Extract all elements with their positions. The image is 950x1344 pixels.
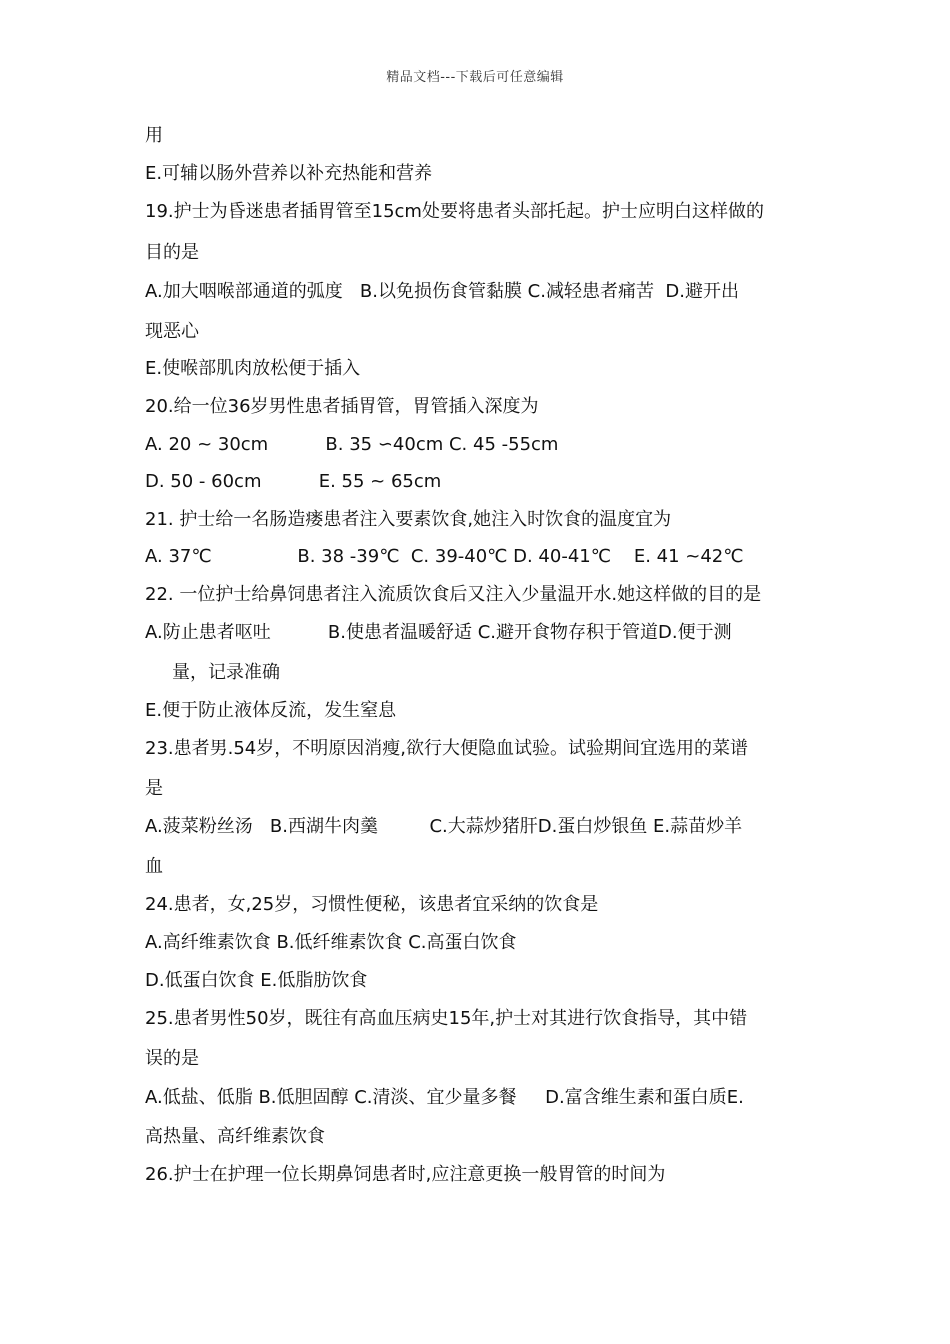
options-line: A.菠菜粉丝汤 B.西湖牛肉羹 C.大蒜炒猪肝D.蛋白炒银鱼 E.蒜苗炒羊 [145, 816, 743, 837]
options-line: D.低蛋白饮食 E.低脂肪饮食 [145, 970, 368, 991]
page-header: 精品文档---下载后可任意编辑 [386, 70, 564, 85]
text-line: 高热量、高纤维素饮食 [145, 1126, 325, 1147]
question-23: 23.患者男.54岁，不明原因消瘦,欲行大便隐血试验。试验期间宜选用的菜谱 [145, 738, 748, 759]
question-20: 20.给一位36岁男性患者插胃管，胃管插入深度为 [145, 396, 539, 417]
options-line: A. 20 ~ 30cm B. 35 ∽40cm C. 45 -55cm [145, 434, 559, 455]
options-line: A.低盐、低脂 B.低胆固醇 C.清淡、宜少量多餐 D.富含维生素和蛋白质E. [145, 1087, 744, 1108]
text-line: 是 [145, 778, 163, 799]
options-line: A.防止患者呕吐 B.使患者温暖舒适 C.避开食物存积于管道D.便于测 [145, 622, 732, 643]
question-19: 19.护士为昏迷患者插胃管至15cm处要将患者头部托起。护士应明白这样做的 [145, 201, 764, 222]
options-line: A.加大咽喉部通道的弧度 B.以免损伤食管黏膜 C.减轻患者痛苦 D.避开出 [145, 281, 739, 302]
text-line: 误的是 [145, 1048, 199, 1069]
question-25: 25.患者男性50岁，既往有高血压病史15年,护士对其进行饮食指导，其中错 [145, 1008, 748, 1029]
text-line: 血 [145, 856, 163, 877]
options-line: E.使喉部肌肉放松便于插入 [145, 358, 361, 379]
question-22: 22. 一位护士给鼻饲患者注入流质饮食后又注入少量温开水.她这样做的目的是 [145, 584, 762, 605]
question-24: 24.患者，女,25岁，习惯性便秘，该患者宜采纳的饮食是 [145, 894, 599, 915]
options-line: E.便于防止液体反流，发生窒息 [145, 700, 397, 721]
text-line: 用 [145, 125, 163, 146]
question-21: 21. 护士给一名肠造瘘患者注入要素饮食,她注入时饮食的温度宜为 [145, 509, 672, 530]
options-line: D. 50 - 60cm E. 55 ~ 65cm [145, 471, 442, 492]
options-line: A. 37℃ B. 38 -39℃ C. 39-40℃ D. 40-41℃ E. 41 ~42℃ [145, 546, 744, 567]
text-line: 目的是 [145, 242, 199, 263]
question-26: 26.护士在护理一位长期鼻饲患者时,应注意更换一般胃管的时间为 [145, 1164, 666, 1185]
text-line: 量，记录准确 [172, 662, 280, 683]
text-line: 现恶心 [145, 321, 199, 342]
options-line: A.高纤维素饮食 B.低纤维素饮食 C.高蛋白饮食 [145, 932, 517, 953]
text-line: E.可辅以肠外营养以补充热能和营养 [145, 163, 433, 184]
